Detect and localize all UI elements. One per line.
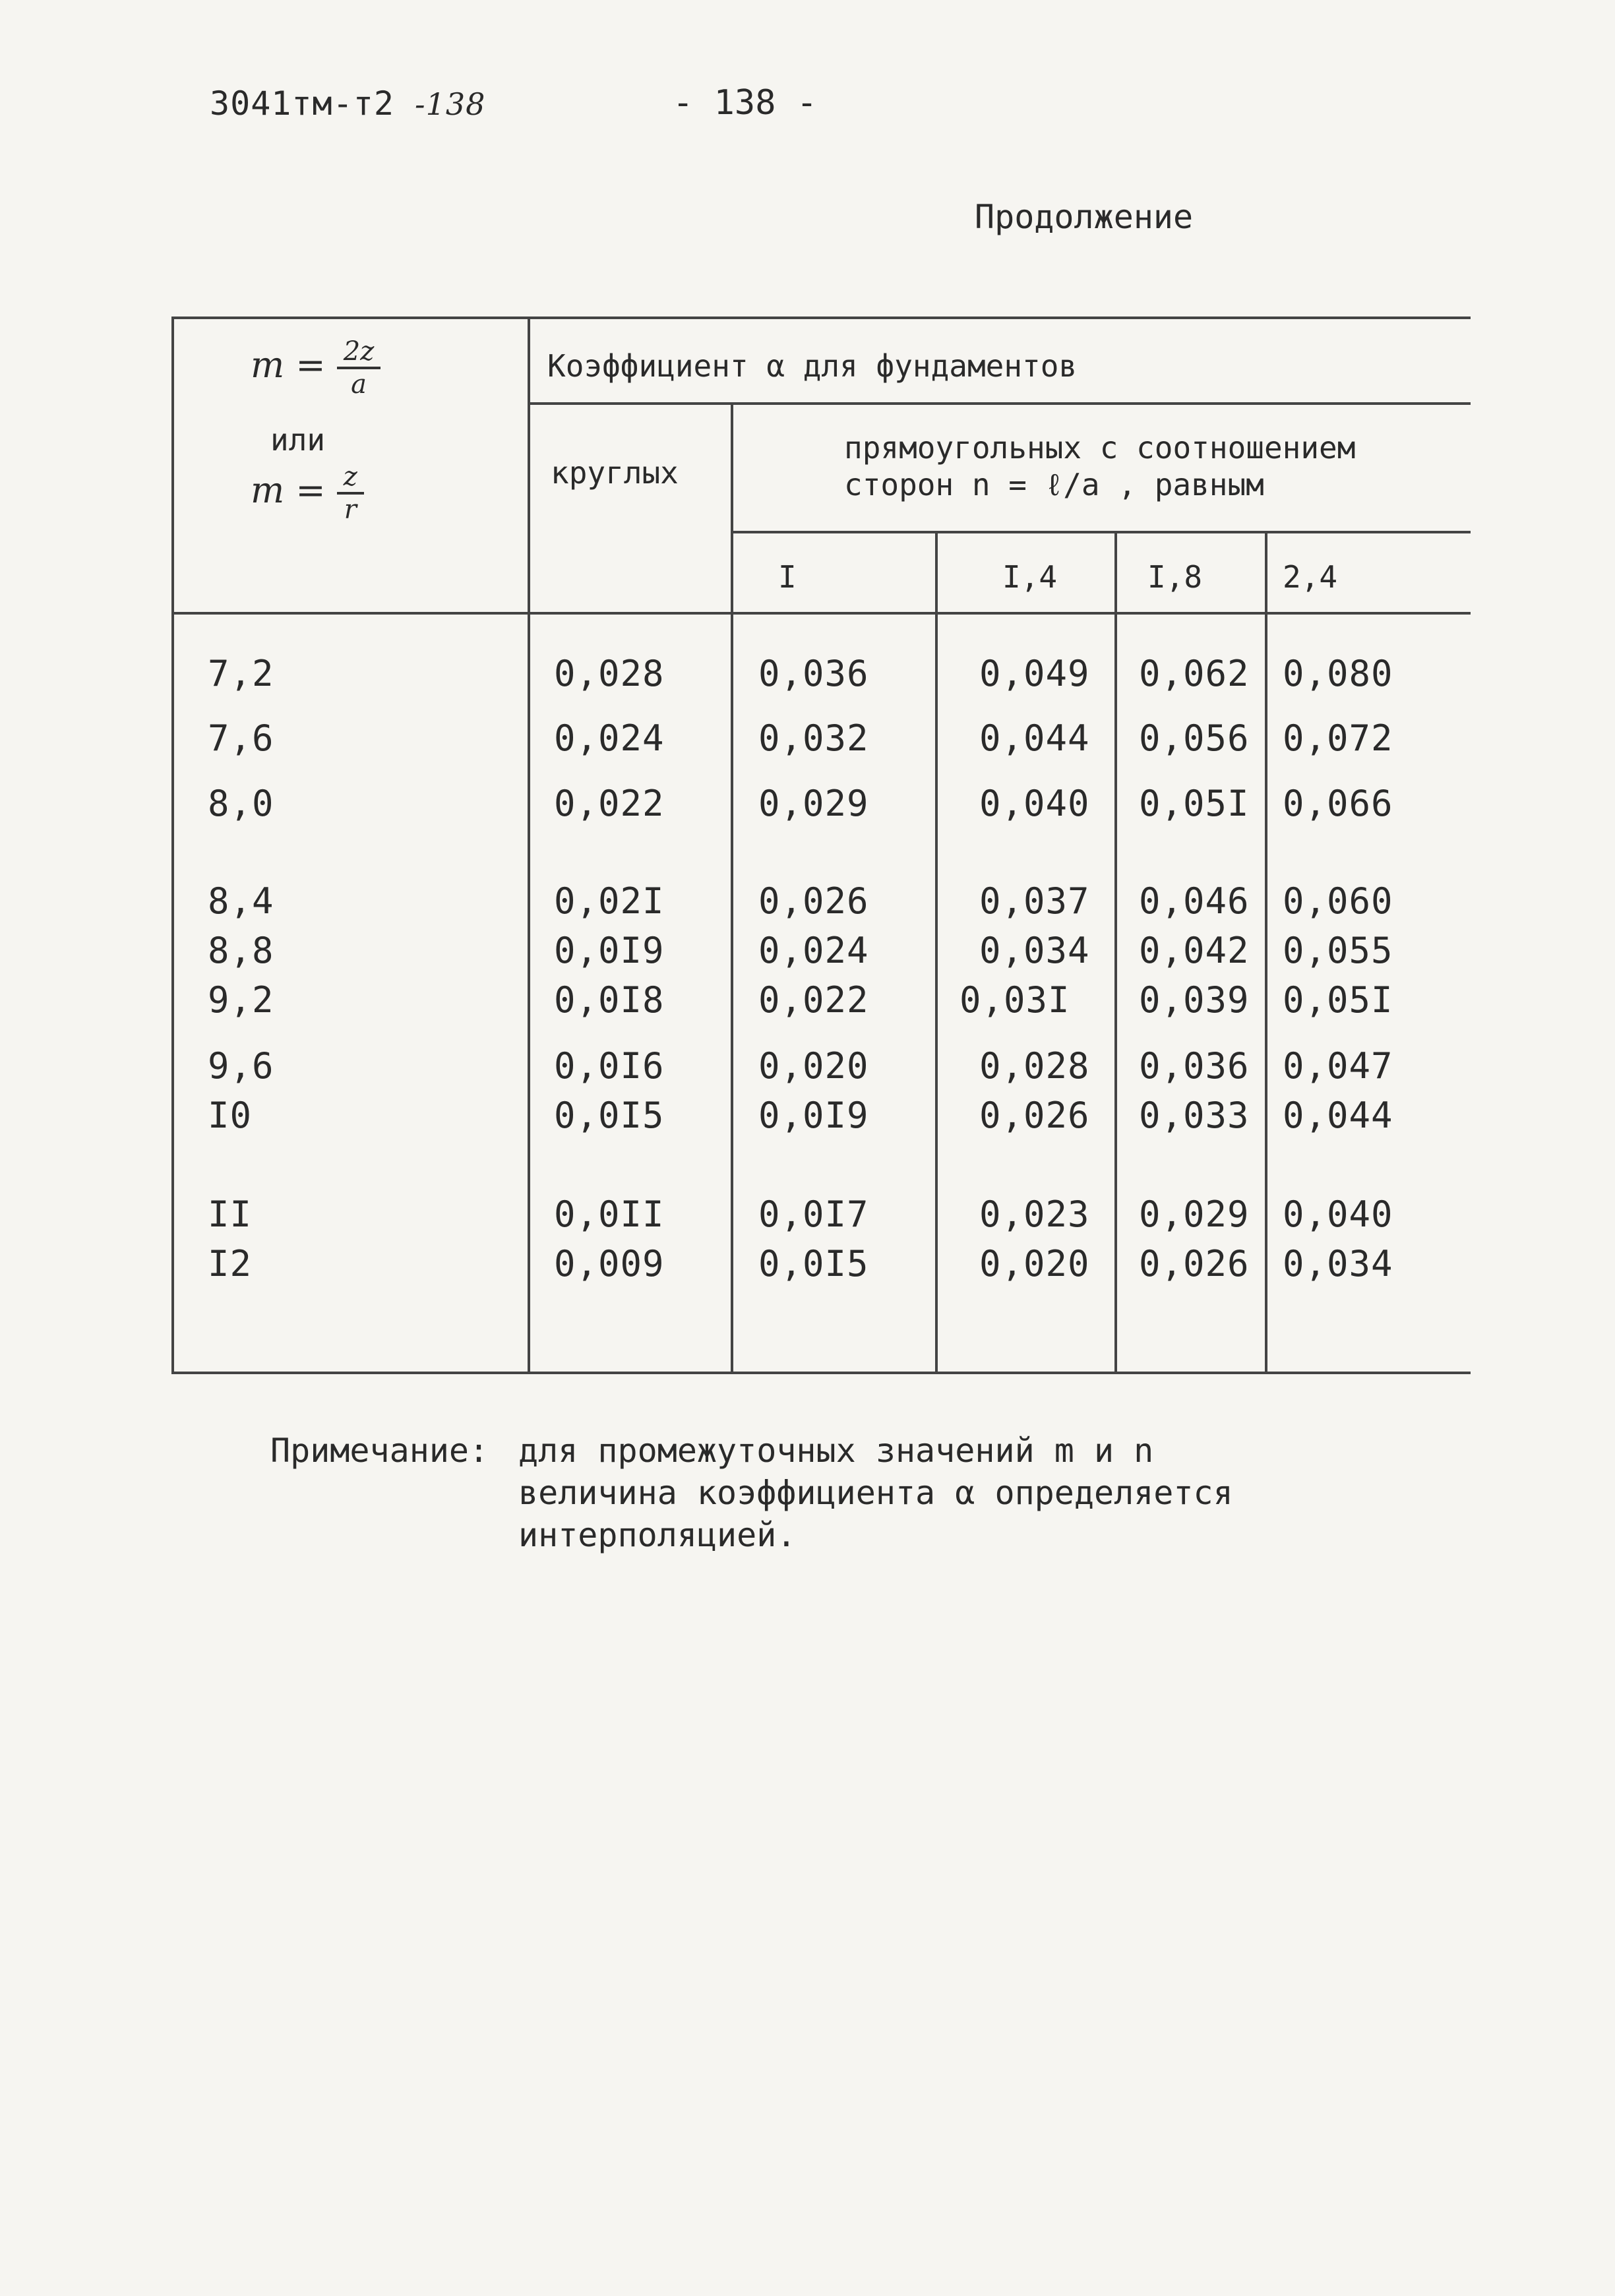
- rect-header-line2: сторон n = ℓ/a , равным: [844, 467, 1264, 502]
- n18-value: 0,056: [1139, 717, 1250, 759]
- col-rule-round: [731, 402, 733, 1374]
- n1-value: 0,029: [758, 783, 869, 824]
- or-word: или: [270, 422, 326, 458]
- m-value: 8,8: [208, 930, 274, 971]
- rect-header-line1: прямоугольных с соотношением: [844, 430, 1356, 466]
- m-value: 9,6: [208, 1045, 274, 1087]
- n1-value: 0,024: [758, 930, 869, 971]
- round-value: 0,0I8: [554, 979, 665, 1021]
- page-number: - 138 -: [673, 83, 818, 123]
- n24-value: 0,044: [1283, 1095, 1393, 1136]
- m-value: II: [208, 1193, 253, 1235]
- n1-value: 0,020: [758, 1045, 869, 1087]
- n18-value: 0,05I: [1139, 783, 1250, 824]
- n18-value: 0,042: [1139, 930, 1250, 971]
- n18-value: 0,046: [1139, 880, 1250, 922]
- header-coef-rule: [528, 402, 1471, 405]
- col-rule-n18: [1265, 531, 1267, 1374]
- n-value-2: I,4: [1002, 559, 1058, 595]
- n1-value: 0,026: [758, 880, 869, 922]
- n1-value: 0,0I9: [758, 1095, 869, 1136]
- m-value: 7,6: [208, 717, 274, 759]
- n24-value: 0,055: [1283, 930, 1393, 971]
- n14-value: 0,028: [979, 1045, 1090, 1087]
- continuation-label: Продолжение: [975, 198, 1194, 236]
- header-n-rule: [732, 531, 1471, 533]
- round-value: 0,02I: [554, 880, 665, 922]
- round-value: 0,0II: [554, 1193, 665, 1235]
- table-top-rule: [171, 317, 1471, 319]
- n14-value: 0,044: [979, 717, 1090, 759]
- n14-value: 0,049: [979, 653, 1090, 694]
- n24-value: 0,060: [1283, 880, 1393, 922]
- m-value: 8,0: [208, 783, 274, 824]
- note-line-2: величина коэффициента α определяется: [518, 1474, 1233, 1512]
- n24-value: 0,072: [1283, 717, 1393, 759]
- coef-header: Коэффициент α для фундаментов: [547, 348, 1078, 384]
- n-value-1: I: [778, 559, 797, 595]
- n14-value: 0,03I: [960, 979, 1070, 1021]
- col-rule-n1: [935, 531, 938, 1374]
- n1-value: 0,036: [758, 653, 869, 694]
- n14-value: 0,037: [979, 880, 1090, 922]
- n1-value: 0,0I5: [758, 1243, 869, 1284]
- note-label: Примечание:: [270, 1432, 489, 1470]
- n-value-4: 2,4: [1283, 559, 1338, 595]
- round-value: 0,009: [554, 1243, 665, 1284]
- round-value: 0,024: [554, 717, 665, 759]
- round-value: 0,022: [554, 783, 665, 824]
- round-header: круглых: [551, 455, 679, 491]
- n24-value: 0,05I: [1283, 979, 1393, 1021]
- n24-value: 0,047: [1283, 1045, 1393, 1087]
- n14-value: 0,040: [979, 783, 1090, 824]
- n18-value: 0,062: [1139, 653, 1250, 694]
- n14-value: 0,034: [979, 930, 1090, 971]
- round-value: 0,0I5: [554, 1095, 665, 1136]
- coefficient-table: [171, 317, 1471, 1378]
- col-rule-n14: [1114, 531, 1117, 1374]
- col-rule-m: [528, 317, 530, 1374]
- n18-value: 0,026: [1139, 1243, 1250, 1284]
- n14-value: 0,026: [979, 1095, 1090, 1136]
- header-bottom-rule: [171, 612, 1471, 615]
- m-formula-2: m = $\frac{z}{r}$: [251, 462, 364, 525]
- n24-value: 0,034: [1283, 1243, 1393, 1284]
- n24-value: 0,080: [1283, 653, 1393, 694]
- document-code: [210, 84, 485, 123]
- note-line-1: для промежуточных значений m и n: [518, 1432, 1154, 1470]
- n1-value: 0,0I7: [758, 1193, 869, 1235]
- n1-value: 0,032: [758, 717, 869, 759]
- table-left-rule: [171, 317, 174, 1374]
- n1-value: 0,022: [758, 979, 869, 1021]
- doc-code-text: 3041тм-т2: [210, 84, 394, 123]
- n14-value: 0,023: [979, 1193, 1090, 1235]
- n18-value: 0,036: [1139, 1045, 1250, 1087]
- m-value: I2: [208, 1243, 253, 1284]
- round-value: 0,028: [554, 653, 665, 694]
- round-value: 0,0I9: [554, 930, 665, 971]
- n18-value: 0,039: [1139, 979, 1250, 1021]
- round-value: 0,0I6: [554, 1045, 665, 1087]
- table-bottom-rule: [171, 1372, 1471, 1374]
- m-value: 8,4: [208, 880, 274, 922]
- n24-value: 0,040: [1283, 1193, 1393, 1235]
- note-line-3: интерполяцией.: [518, 1516, 797, 1554]
- footnote: [270, 1430, 1233, 1556]
- n18-value: 0,029: [1139, 1193, 1250, 1235]
- m-value: 7,2: [208, 653, 274, 694]
- m-value: 9,2: [208, 979, 274, 1021]
- n-value-3: I,8: [1147, 559, 1203, 595]
- n24-value: 0,066: [1283, 783, 1393, 824]
- m-value: I0: [208, 1095, 253, 1136]
- n18-value: 0,033: [1139, 1095, 1250, 1136]
- m-formula-1: m = $\frac{2z}{a}$: [251, 336, 381, 400]
- n14-value: 0,020: [979, 1243, 1090, 1284]
- doc-sheet-handwritten: -138: [415, 86, 486, 122]
- note-body: [518, 1430, 1233, 1556]
